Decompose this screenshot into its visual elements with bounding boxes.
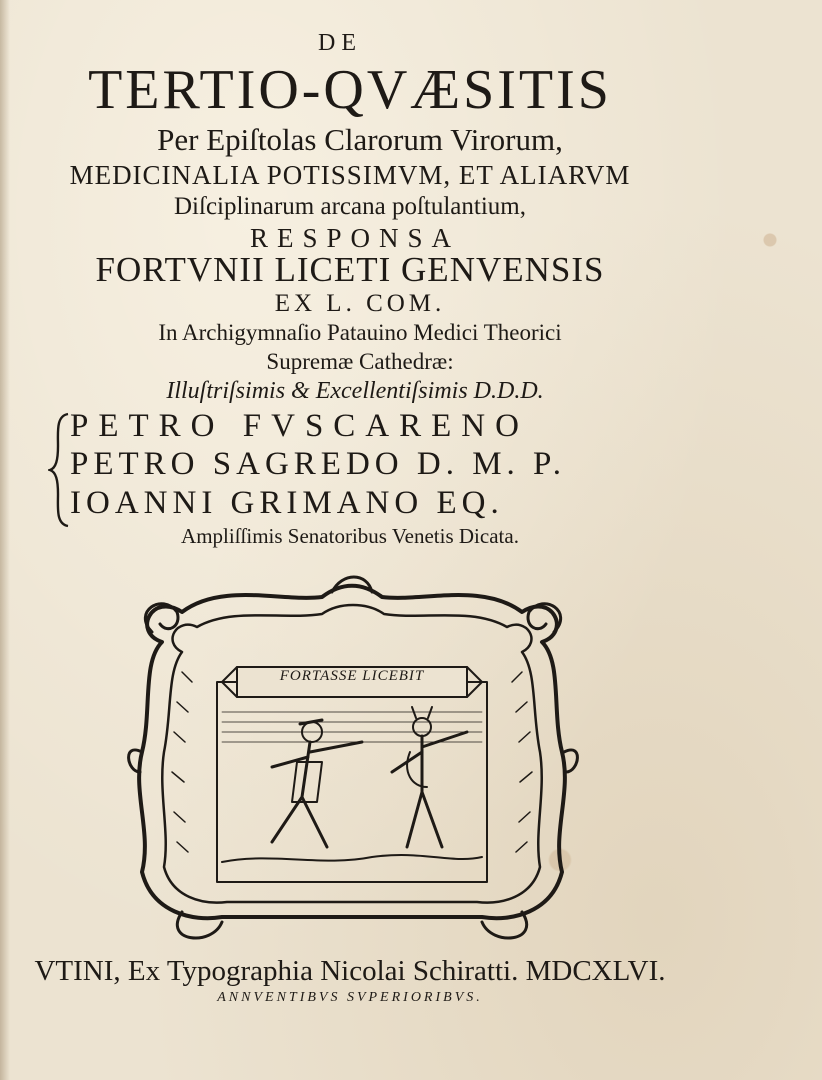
dedicatee-fuscareno: PETRO FVSCARENO bbox=[70, 408, 529, 444]
author-title: EX L. COM. bbox=[274, 290, 446, 317]
dedicatee-grimano: IOANNI GRIMANO EQ. bbox=[70, 485, 504, 521]
author-position: In Archigymnaſio Patauino Medici Theorici bbox=[158, 320, 562, 345]
emblem-motto: FORTASSE LICEBIT bbox=[279, 668, 425, 684]
page-edge bbox=[0, 0, 10, 1080]
dedicatee-sagredo: PETRO SAGREDO D. M. P. bbox=[70, 446, 566, 482]
license-line: ANNVENTIBVS SVPERIORIBVS. bbox=[217, 990, 483, 1005]
subtitle-disciplinarum: Diſciplinarum arcana poſtulantium, bbox=[174, 193, 526, 220]
subtitle-medicinalia: MEDICINALIA POTISSIMVM, ET ALIARVM bbox=[69, 160, 631, 190]
imprint-line: VTINI, Ex Typographia Nicolai Schiratti. MDCXLVI. bbox=[34, 955, 666, 987]
dedication-senators: Ampliſſimis Senatoribus Venetis Dicata. bbox=[181, 524, 519, 548]
printers-device-emblem bbox=[122, 572, 584, 950]
page-title: TERTIO-QVÆSITIS bbox=[88, 59, 612, 121]
title-de: DE bbox=[318, 30, 362, 56]
dedication-line: Illuſtriſsimis & Excellentiſsimis D.D.D. bbox=[166, 378, 544, 404]
heading-responsa: RESPONSA bbox=[249, 223, 461, 253]
dedication-brace bbox=[48, 412, 70, 528]
author-name: FORTVNII LICETI GENVENSIS bbox=[95, 250, 605, 289]
author-chair: Supremæ Cathedræ: bbox=[266, 349, 454, 374]
subtitle-per-epistolas: Per Epiſtolas Clarorum Virorum, bbox=[157, 122, 563, 157]
